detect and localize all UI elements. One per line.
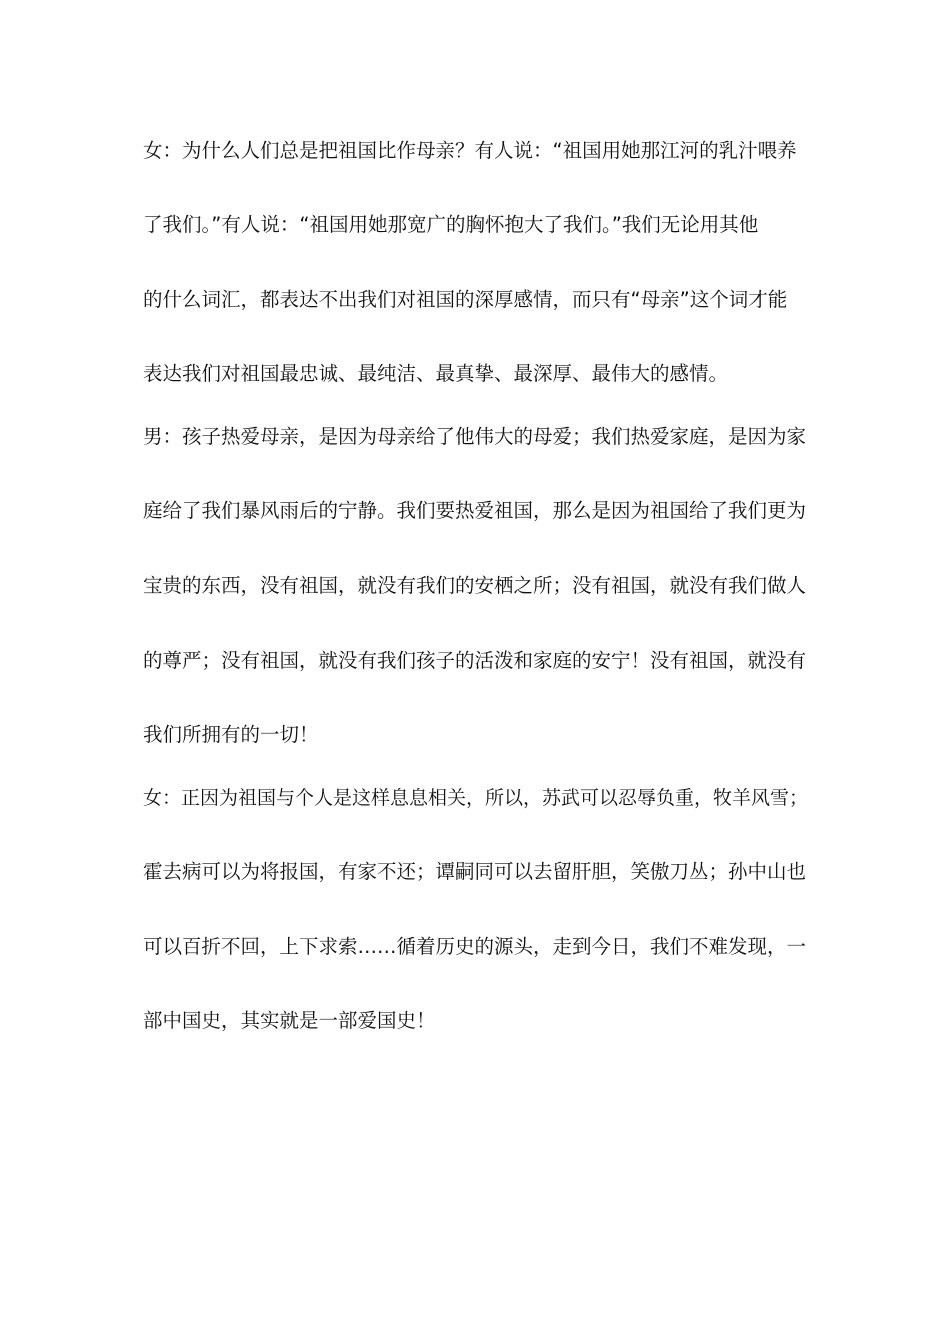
text-line: 女：正因为祖国与个人是这样息息相关，所以，苏武可以忍辱负重，牧羊风雪；: [143, 787, 809, 809]
text-line: 宝贵的东西，没有祖国，就没有我们的安栖之所；没有祖国，就没有我们做人: [143, 574, 807, 597]
text-line: 女：为什么人们总是把祖国比作母亲？有人说：“祖国用她那江河的乳汁喂养: [143, 139, 797, 162]
text-line: 部中国史，其实就是一部爱国史！: [143, 1009, 436, 1032]
text-line: 霍去病可以为将报国，有家不还；谭嗣同可以去留肝胆，笑傲刀丛；孙中山也: [143, 860, 807, 883]
text-line: 可以百折不回，上下求索……循着历史的源头，走到今日，我们不难发现，一: [143, 935, 807, 958]
text-line: 的什么词汇，都表达不出我们对祖国的深厚感情，而只有“母亲”这个词才能: [143, 288, 788, 311]
text-line: 表达我们对祖国最忠诚、最纯洁、最真挚、最深厚、最伟大的感情。: [143, 362, 729, 385]
text-line: 庭给了我们暴风雨后的宁静。我们要热爱祖国，那么是因为祖国给了我们更为: [143, 499, 807, 522]
text-line: 的尊严；没有祖国，就没有我们孩子的活泼和家庭的安宁！没有祖国，就没有: [143, 649, 807, 672]
text-line: 了我们。”有人说：“祖国用她那宽广的胸怀抱大了我们。”我们无论用其他: [143, 213, 759, 236]
text-line: 我们所拥有的一切！: [143, 723, 319, 746]
text-line: 男：孩子热爱母亲，是因为母亲给了他伟大的母爱；我们热爱家庭，是因为家: [143, 425, 807, 448]
